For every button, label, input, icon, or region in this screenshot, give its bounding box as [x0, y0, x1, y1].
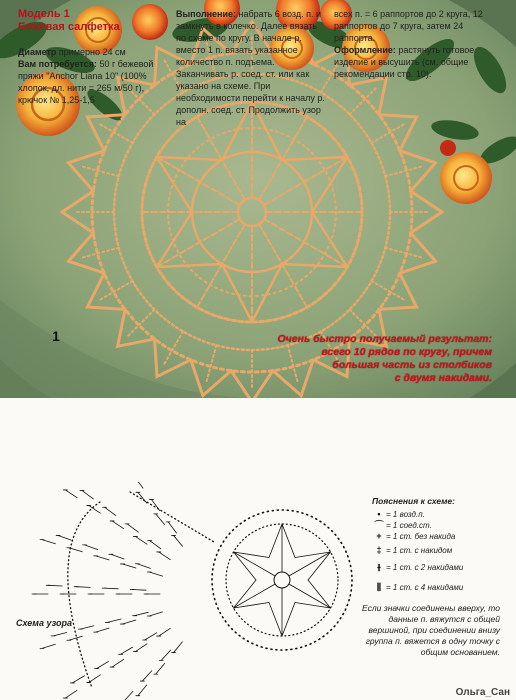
- credit-watermark: Ольга_Сан: [455, 687, 510, 698]
- model-title: Модель 1: [18, 8, 70, 20]
- caption-line: всего 10 рядов по кругу, причем: [321, 346, 492, 358]
- scheme-label: Схема узора: [16, 618, 73, 628]
- slip-stitch-icon: ⌒: [374, 520, 384, 530]
- continuation-column: [334, 8, 494, 80]
- legend-row-sc: [372, 531, 500, 542]
- finishing-label: Оформление:: [334, 45, 396, 55]
- crochet-scheme-diagram: [0, 482, 372, 700]
- photo-caption: [262, 333, 492, 385]
- legend-row-slip: [372, 520, 500, 531]
- execution-column: [176, 8, 326, 128]
- legend-row-chain: [372, 509, 500, 520]
- quadruple-treble-icon: ⫼: [376, 581, 382, 592]
- double-crochet-icon: ‡: [376, 545, 382, 555]
- caption-line: большая часть из столбиков: [332, 359, 492, 371]
- legend-text: = 1 ст. без накида: [386, 532, 456, 541]
- execution-label: Выполнение:: [176, 9, 237, 19]
- materials-text: 50 г бежевой пряжи "Anchor Liana 10" (100% хлопок, дл. нити = 265 м/50 г), крючок № 1,25-1,5: [18, 59, 154, 105]
- photo-number: 1: [52, 328, 60, 344]
- materials-column: [18, 8, 170, 106]
- finishing-text: растянуть готовое изделие и высушить (см. общие рекомендации стр. 10).: [334, 45, 475, 79]
- treble-crochet-icon: ⫳: [377, 562, 381, 572]
- execution-text: набрать 6 возд. п. и замкнуть в колечко. Далее вязать по схеме по кругу. В начале р. вместо 1 п. вязать указанное количество п. подъема. Заканчивать р. соед. ст. или как указано на схеме. При необходимости перейти к началу р. дополн. соед. ст. Продолжить узор на: [176, 9, 325, 127]
- legend-title: Пояснения к схеме:: [372, 496, 455, 506]
- diameter-label: Диаметр: [18, 47, 57, 57]
- model-name: Бежевая салфетка: [18, 21, 120, 33]
- chain-stitch-icon: •: [377, 509, 381, 519]
- caption-line: Очень быстро получаемый результат:: [277, 333, 492, 345]
- legend-text: = 1 ст. с 4 накидами: [386, 582, 464, 592]
- diameter-value: примерно 24 см: [58, 47, 126, 57]
- scheme-legend: [372, 496, 500, 598]
- materials-label: Вам потребуется:: [18, 59, 97, 69]
- legend-row-tr: [372, 559, 500, 576]
- diameter: [18, 46, 170, 58]
- legend-text: = 1 ст. с накидом: [386, 546, 453, 555]
- legend-text: = 1 ст. с 2 накидами: [386, 563, 464, 572]
- symbol-note: Если значки соединены вверху, то данные п. вяжутся с общей вершиной, при соединении внизу группа п. вяжется в одну точку с общим основанием.: [361, 603, 500, 657]
- single-crochet-icon: +: [376, 531, 382, 541]
- legend-text: = 1 соед.ст.: [386, 521, 432, 530]
- legend-row-dc: [372, 542, 500, 559]
- finishing: [334, 44, 494, 80]
- legend-row-quad: [372, 576, 500, 598]
- legend-text: = 1 возд.п.: [386, 510, 425, 519]
- materials-needed: [18, 58, 170, 106]
- continuation-text: всех п. = 6 раппортов до 2 круга, 12 раппортов до 7 круга, затем 24 раппорта.: [334, 9, 483, 43]
- caption-line: с двумя накидами.: [394, 372, 492, 384]
